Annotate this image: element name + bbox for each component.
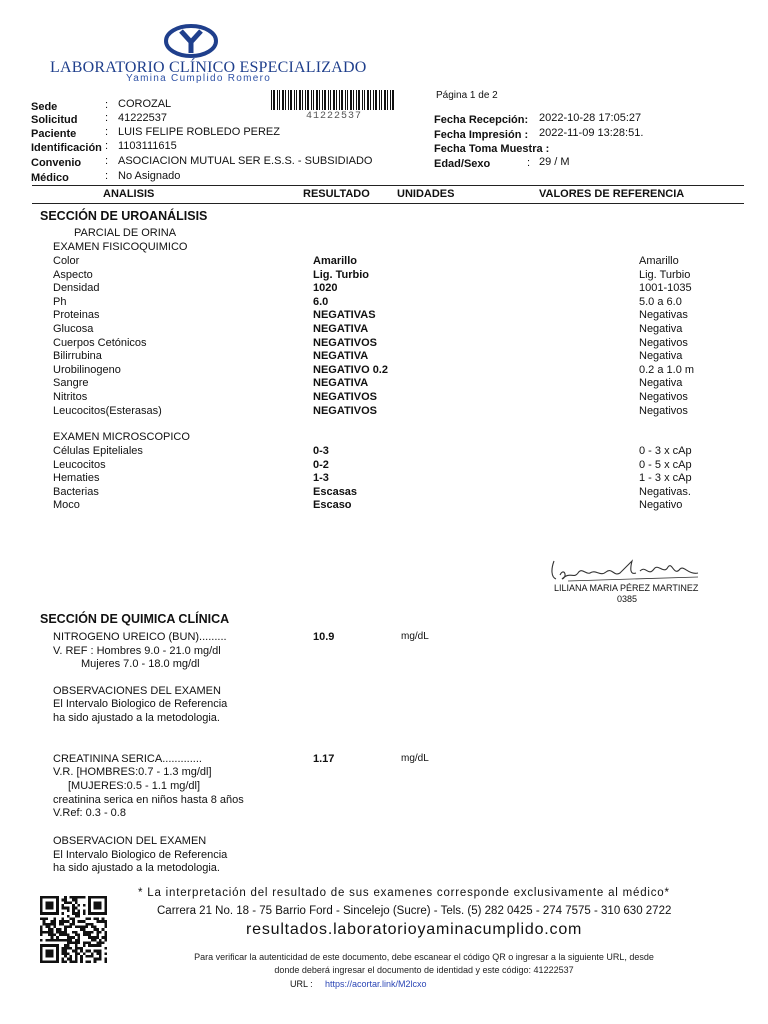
test-reference: Lig. Turbio <box>639 268 691 281</box>
medico-value: No Asignado <box>118 170 181 182</box>
test-reference: Negativas <box>639 309 688 322</box>
medico-colon: : <box>105 170 109 182</box>
test-name: Urobilinogeno <box>53 363 121 376</box>
col-analisis: ANALISIS <box>103 188 155 200</box>
sede-value: COROZAL <box>118 98 172 110</box>
creatinina-ref-2: [MUJERES:0.5 - 1.1 mg/dl] <box>68 780 201 792</box>
creatinina-ref-1: V.R. [HOMBRES:0.7 - 1.3 mg/dl] <box>53 766 212 778</box>
test-name: Bilirrubina <box>53 350 102 363</box>
test-reference: 0 - 3 x cAp <box>639 445 692 457</box>
creatinina-ref-3: creatinina serica en niños hasta 8 años <box>53 794 244 806</box>
impresion-label: Fecha Impresión : <box>434 129 529 141</box>
bun-name: NITROGENO UREICO (BUN)......... <box>53 631 227 643</box>
footer-verify <box>0 951 768 977</box>
test-name: Moco <box>53 499 80 512</box>
solicitud-colon: : <box>105 112 109 124</box>
test-result: 6.0 <box>313 295 329 308</box>
sede-colon: : <box>105 99 109 111</box>
test-reference: Negativos <box>639 404 688 417</box>
sede-label: Sede <box>31 101 58 113</box>
test-reference: 0 - 5 x cAp <box>639 458 692 471</box>
lab-subtitle: Yamina Cumplido Romero <box>126 73 272 84</box>
test-name: Sangre <box>53 377 89 390</box>
recepcion-label: Fecha Recepción: <box>434 114 529 126</box>
col-resultado: RESULTADO <box>303 188 370 200</box>
identificacion-colon: : <box>105 140 109 152</box>
signature-icon <box>548 555 708 585</box>
test-result: NEGATIVAS <box>313 309 376 322</box>
test-result: NEGATIVA <box>313 350 369 363</box>
bun-ref-2: Mujeres 7.0 - 18.0 mg/dl <box>81 658 200 670</box>
test-reference: 5.0 a 6.0 <box>639 295 682 308</box>
test-result: NEGATIVA <box>313 323 369 335</box>
page-number: Página 1 de 2 <box>436 90 498 101</box>
footer-disclaimer: * La interpretación del resultado de sus examenes corresponde exclusivamente al médico* <box>138 887 670 899</box>
creatinina-ref-4: V.Ref: 0.3 - 0.8 <box>53 807 126 819</box>
test-reference: Amarillo <box>639 255 679 267</box>
convenio-value: ASOCIACION MUTUAL SER E.S.S. - SUBSIDIADO <box>118 155 373 167</box>
test-name: Nitritos <box>53 391 88 403</box>
test-name: Hematies <box>53 472 100 485</box>
test-reference: Negativos <box>639 336 688 349</box>
url-label: URL : <box>290 979 313 989</box>
obs1-title: OBSERVACIONES DEL EXAMEN <box>53 685 221 697</box>
footer-verify-line-2: donde deberá ingresar el documento de identidad y este código: 41222537 <box>274 965 574 975</box>
test-name: Bacterias <box>53 485 99 498</box>
recepcion-value: 2022-10-28 17:05:27 <box>539 112 642 124</box>
signature-name: LILIANA MARIA PÉREZ MARTINEZ <box>554 583 699 593</box>
test-result: 1-3 <box>313 472 329 485</box>
bun-ref-1: V. REF : Hombres 9.0 - 21.0 mg/dl <box>53 645 221 657</box>
solicitud-label: Solicitud <box>31 114 78 126</box>
test-result: 0-2 <box>313 458 329 471</box>
test-name: Leucocitos <box>53 458 106 471</box>
test-result: NEGATIVA <box>313 377 369 390</box>
solicitud-value: 41222537 <box>118 112 167 124</box>
header-rule-top <box>32 185 744 186</box>
convenio-colon: : <box>105 155 109 167</box>
test-result: Lig. Turbio <box>313 268 370 281</box>
creatinina-result: 1.17 <box>313 753 335 765</box>
verify-url-link[interactable]: https://acortar.link/M2lcxo <box>325 979 427 989</box>
lab-name: LABORATORIO CLÍNICO ESPECIALIZADO <box>50 59 367 76</box>
footer-address: Carrera 21 No. 18 - 75 Barrio Ford - Sincelejo (Sucre) - Tels. (5) 282 0425 - 274 7575 - 310 630 2722 <box>157 905 672 917</box>
footer-verify-line-1: Para verificar la autenticidad de este documento, debe escanear el código QR o ingresar a la siguiente URL, desde <box>194 952 654 962</box>
lab-logo-icon <box>163 23 219 59</box>
test-name: Leucocitos(Esterasas) <box>53 404 162 417</box>
test-reference: 1001-1035 <box>639 282 692 295</box>
fisicoquimico-title: EXAMEN FISICOQUIMICO <box>53 241 188 253</box>
test-reference: Negativa <box>639 323 683 335</box>
obs1-line-1: El Intervalo Biologico de Referencia <box>53 698 228 710</box>
parcial-orina: PARCIAL DE ORINA <box>74 227 177 239</box>
signature-number: 0385 <box>617 594 638 604</box>
microscopico-title: EXAMEN MICROSCOPICO <box>53 431 190 443</box>
paciente-colon: : <box>105 126 109 138</box>
col-referencia: VALORES DE REFERENCIA <box>539 188 685 200</box>
paciente-value: LUIS FELIPE ROBLEDO PEREZ <box>118 126 280 138</box>
test-name: Proteinas <box>53 309 100 322</box>
test-name: Glucosa <box>53 323 94 335</box>
barcode-icon <box>271 90 395 110</box>
test-name: Color <box>53 255 80 267</box>
edad-value: 29 / M <box>539 156 570 168</box>
obs2-line-2: ha sido ajustado a la metodologia. <box>53 862 220 874</box>
test-reference: 1 - 3 x cAp <box>639 472 692 485</box>
test-result: Escaso <box>313 499 352 512</box>
test-result: Escasas <box>313 485 358 498</box>
obs1-line-2: ha sido ajustado a la metodologia. <box>53 712 220 724</box>
col-unidades: UNIDADES <box>397 188 455 200</box>
test-result: NEGATIVOS <box>313 391 377 403</box>
test-reference: Negativa <box>639 350 683 363</box>
header-rule-bottom <box>32 203 744 204</box>
test-name: Ph <box>53 295 67 308</box>
bun-units: mg/dL <box>401 631 429 642</box>
test-result: 0-3 <box>313 445 329 457</box>
test-reference: 0.2 a 1.0 m <box>639 363 695 376</box>
creatinina-units: mg/dL <box>401 753 429 764</box>
identificacion-label: Identificación <box>31 142 102 154</box>
test-name: Aspecto <box>53 268 93 281</box>
medico-label: Médico <box>31 172 69 184</box>
test-reference: Negativo <box>639 499 683 512</box>
test-name: Células Epiteliales <box>53 445 143 457</box>
test-result: Amarillo <box>313 255 358 267</box>
test-reference: Negativas. <box>639 485 691 498</box>
bun-result: 10.9 <box>313 631 335 643</box>
footer-website[interactable]: resultados.laboratorioyaminacumplido.com <box>246 921 583 938</box>
toma-label: Fecha Toma Muestra : <box>434 143 550 155</box>
test-name: Densidad <box>53 282 100 295</box>
test-result: 1020 <box>313 282 338 295</box>
test-result: NEGATIVOS <box>313 336 377 349</box>
edad-label: Edad/Sexo <box>434 158 491 170</box>
test-reference: Negativos <box>639 391 688 403</box>
uroanalisis-title: SECCIÓN DE UROANÁLISIS <box>40 209 208 223</box>
convenio-label: Convenio <box>31 157 82 169</box>
impresion-value: 2022-11-09 13:28:51. <box>539 127 644 139</box>
quimica-title: SECCIÓN DE QUIMICA CLÍNICA <box>40 612 230 626</box>
obs2-line-1: El Intervalo Biologico de Referencia <box>53 849 228 861</box>
barcode-number: 41222537 <box>306 111 363 122</box>
test-reference: Negativa <box>639 377 683 390</box>
creatinina-name: CREATININA SERICA............. <box>53 753 202 765</box>
identificacion-value: 1103111615 <box>118 140 177 152</box>
edad-colon: : <box>527 157 531 169</box>
obs2-title: OBSERVACION DEL EXAMEN <box>53 835 207 847</box>
test-name: Cuerpos Cetónicos <box>53 336 147 349</box>
paciente-label: Paciente <box>31 128 77 140</box>
test-result: NEGATIVOS <box>313 404 377 417</box>
test-result: NEGATIVO 0.2 <box>313 363 388 376</box>
